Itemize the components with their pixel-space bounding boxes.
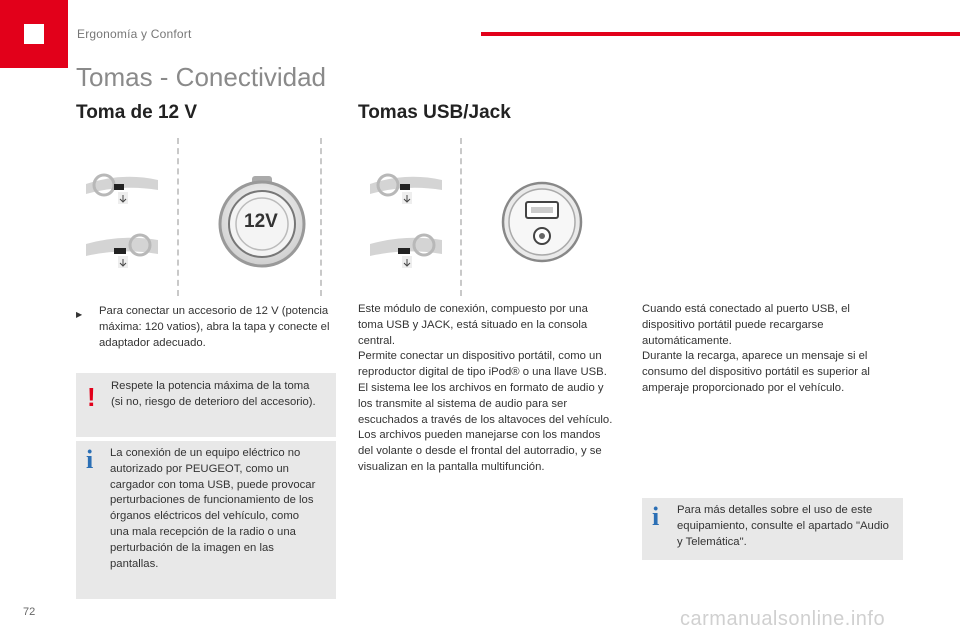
- chapter-tab-square: [24, 24, 44, 44]
- divider-dashed-left-2: [320, 138, 322, 296]
- usb-location-icon-upper: [366, 168, 446, 208]
- warning-box: [76, 373, 336, 437]
- info-icon: i: [86, 445, 94, 474]
- text-12v-instructions: Para conectar un accesorio de 12 V (potencia máxima: 120 vatios), abra la tapa y conecte el adaptador adecuado.: [99, 305, 330, 349]
- usb-location-icon-lower: [366, 230, 446, 272]
- socket-12v-label: 12V: [244, 211, 278, 232]
- page-title: Tomas - Conectividad: [76, 62, 326, 92]
- info-text-left: La conexión de un equipo eléctrico no autorizado por PEUGEOT, como un cargador con toma USB, puede provocar perturbaciones de funcionamiento de los órganos eléctricos del vehículo, como una mala recepción de la radio o una perturbación de la imagen en las pantallas.: [110, 447, 316, 570]
- info-box-left: [76, 441, 336, 599]
- info-text-right: Para más detalles sobre el uso de este equipamiento, consulte el apartado "Audio y Telemática".: [677, 504, 889, 548]
- usb-jack-module-icon: [500, 180, 584, 264]
- dashboard-location-icon-lower: [82, 230, 162, 272]
- info-box-right: [642, 498, 903, 560]
- page-number: 72: [23, 606, 36, 618]
- warning-text: Respete la potencia máxima de la toma (si no, riesgo de deterioro del accesorio).: [111, 380, 316, 408]
- header-rule: [481, 32, 960, 36]
- warning-exclamation-icon: !: [87, 382, 96, 412]
- divider-dashed-left-1: [177, 138, 179, 296]
- divider-dashed-right: [460, 138, 462, 296]
- chapter-tab: [0, 0, 68, 68]
- watermark: carmanualsonline.info: [680, 608, 886, 630]
- heading-usb-jack: Tomas USB/Jack: [358, 102, 511, 123]
- text-usb-description: Este módulo de conexión, compuesto por una toma USB y JACK, está situado en la consola central. Permite conectar un dispositivo portátil, como un reproductor digital de tipo iPod® o una llave USB. El sistema lee los archivos en formato de audio y los transmite al sistema de audio para ser escuchados a través de los altavoces del vehículo. Los archivos pueden manejarse con los mandos del volante o desde el frontal del autorradio, y se visualizan en la pantalla multifunción.: [358, 303, 613, 473]
- text-usb-charging: Cuando está conectado al puerto USB, el dispositivo portátil puede recargarse automáticamente. Durante la recarga, aparece un mensaje si el consumo del dispositivo portátil es superior al amperaje proporcionado por el vehículo.: [642, 303, 870, 394]
- bullet-arrow-icon: ▶: [76, 310, 83, 319]
- dashboard-location-icon-upper: [82, 168, 162, 208]
- section-label: Ergonomía y Confort: [77, 27, 192, 41]
- info-icon-right: i: [652, 502, 660, 531]
- heading-12v: Toma de 12 V: [76, 102, 198, 123]
